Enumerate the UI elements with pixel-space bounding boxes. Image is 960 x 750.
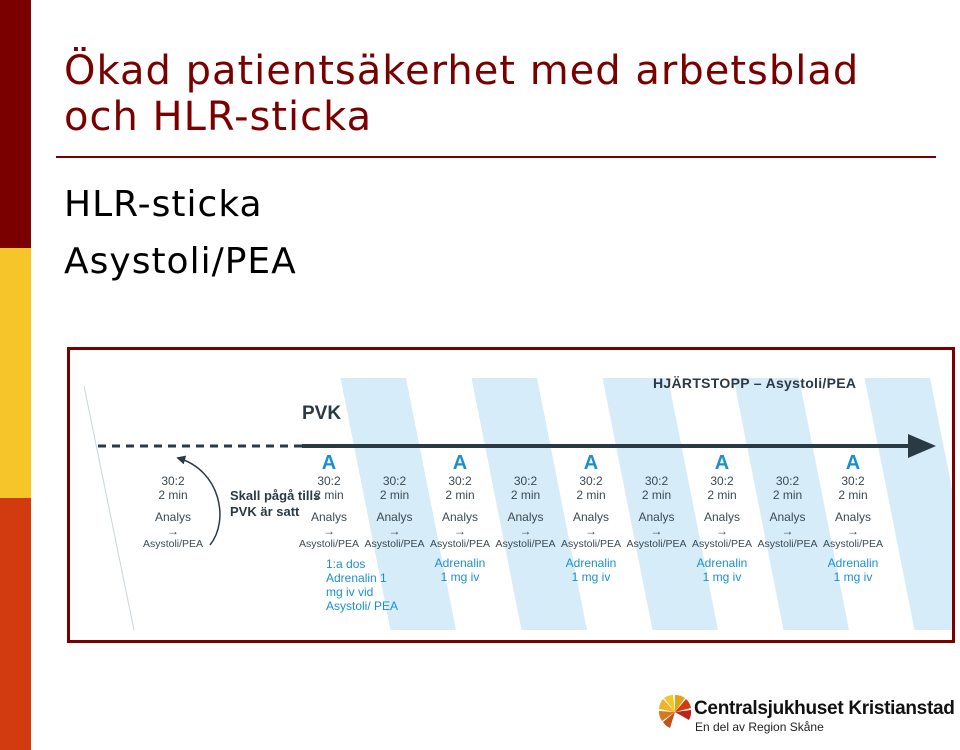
arrow-icon: →: [167, 524, 179, 538]
cycle-segment: [818, 452, 888, 584]
analys-label: Analys: [154, 510, 192, 524]
slide-title-line-2: och HLR-sticka: [64, 94, 373, 140]
cycle-segment: [425, 452, 495, 584]
arrow-icon: →: [323, 524, 335, 538]
arrow-icon: →: [454, 524, 466, 538]
cycle-duration: 2 min: [707, 488, 737, 502]
drug-name: Adrenalin: [434, 556, 486, 570]
arrow-icon: →: [847, 524, 859, 538]
subtitle-asystoli-pea: Asystoli/PEA: [64, 241, 297, 282]
drug-dose: 1 mg iv: [702, 570, 742, 584]
cycle-segment: [294, 452, 364, 551]
compression-ratio: 30:2: [161, 474, 185, 488]
cycle-segment: [622, 474, 692, 551]
pre-pvk-note: Skall pågå tills PVK är satt: [230, 488, 321, 519]
analys-label: Analys: [376, 510, 413, 524]
rhythm-label: Asystoli/PEA: [298, 538, 360, 550]
compression-ratio: 30:2: [644, 474, 669, 488]
analys-label: Analys: [769, 510, 806, 524]
region-skane-logo-icon: [658, 694, 692, 730]
rhythm-label: Asystoli/PEA: [429, 538, 491, 550]
cycle-duration: 2 min: [838, 488, 868, 502]
band-divider: [84, 386, 134, 630]
compression-ratio: 30:2: [841, 474, 865, 488]
arrow-icon: →: [650, 524, 663, 538]
rhythm-label: Asystoli/PEA: [626, 538, 687, 550]
compression-ratio: 30:2: [579, 474, 603, 488]
analys-label: Analys: [572, 510, 610, 524]
cycle-duration: 2 min: [379, 488, 410, 502]
analys-label: Analys: [834, 510, 872, 524]
side-bar-dark-red: [0, 0, 31, 248]
title-underline: [56, 156, 936, 158]
cycle-duration: 2 min: [576, 488, 606, 502]
side-bar-orange: [0, 498, 31, 750]
compression-ratio: 30:2: [513, 474, 538, 488]
adrenalin-marker: A: [583, 452, 599, 474]
arrow-icon: →: [585, 524, 597, 538]
analys-label: Analys: [703, 510, 741, 524]
analys-label: Analys: [638, 510, 675, 524]
slide-title: [64, 48, 944, 140]
drug-name: Adrenalin: [827, 556, 879, 570]
rhythm-label: Asystoli/PEA: [495, 538, 556, 550]
adrenalin-marker: A: [321, 452, 337, 474]
cycle-segment: [360, 474, 430, 551]
pvk-label: PVK: [302, 403, 342, 424]
cycle-duration: 2 min: [445, 488, 475, 502]
hospital-logo: [658, 690, 958, 738]
analys-label: Analys: [507, 510, 544, 524]
subtitle-hlr-sticka: HLR-sticka: [64, 184, 263, 225]
analys-label: Analys: [310, 510, 348, 524]
drug-dose: 1 mg iv: [833, 570, 873, 584]
cycle-segment: [556, 452, 626, 584]
compression-ratio: 30:2: [775, 474, 800, 488]
cycle-segment: [753, 474, 823, 551]
cycle-segment: [491, 474, 561, 551]
cycle-duration: 2 min: [510, 488, 541, 502]
drug-name: Adrenalin: [696, 556, 748, 570]
adrenalin-marker: A: [452, 452, 468, 474]
band-dividers: [84, 386, 134, 630]
rhythm-label: Asystoli/PEA: [822, 538, 884, 550]
rhythm-label: Asystoli/PEA: [142, 538, 204, 550]
adrenalin-marker: A: [845, 452, 861, 474]
drug-dose: 1 mg iv: [571, 570, 611, 584]
arrow-icon: →: [519, 524, 532, 538]
side-color-bar: [0, 0, 31, 750]
compression-ratio: 30:2: [382, 474, 407, 488]
cycle-duration: 2 min: [314, 488, 344, 502]
figure-title: HJÄRTSTOPP – Asystoli/PEA: [653, 375, 857, 391]
adrenalin-marker: A: [714, 452, 730, 474]
rhythm-label: Asystoli/PEA: [364, 538, 425, 550]
drug-dose: 1 mg iv: [440, 570, 480, 584]
arrow-icon: →: [781, 524, 794, 538]
hlr-sticka-figure: [67, 347, 955, 643]
compression-ratio: 30:2: [710, 474, 734, 488]
slide-title-line-1: Ökad patientsäkerhet med arbetsblad: [64, 48, 860, 94]
logo-subtitle: En del av Region Skåne: [695, 720, 824, 734]
analys-label: Analys: [441, 510, 479, 524]
cycle-segment: [138, 474, 208, 551]
drug-name: Adrenalin: [565, 556, 617, 570]
rhythm-label: Asystoli/PEA: [757, 538, 818, 550]
arrow-icon: →: [388, 524, 401, 538]
cycle-duration: 2 min: [158, 488, 188, 502]
cycle-duration: 2 min: [641, 488, 672, 502]
compression-ratio: 30:2: [317, 474, 341, 488]
cycle-segment: [687, 452, 757, 584]
cycle-duration: 2 min: [772, 488, 803, 502]
rhythm-label: Asystoli/PEA: [691, 538, 753, 550]
compression-ratio: 30:2: [448, 474, 472, 488]
first-dose-note: 1:a dos Adrenalin 1 mg iv vid Asystoli/ PEA: [326, 557, 399, 613]
rhythm-label: Asystoli/PEA: [560, 538, 622, 550]
arrow-icon: →: [716, 524, 728, 538]
side-bar-yellow: [0, 248, 31, 498]
logo-hospital-name: Centralsjukhuset Kristianstad: [694, 698, 955, 719]
